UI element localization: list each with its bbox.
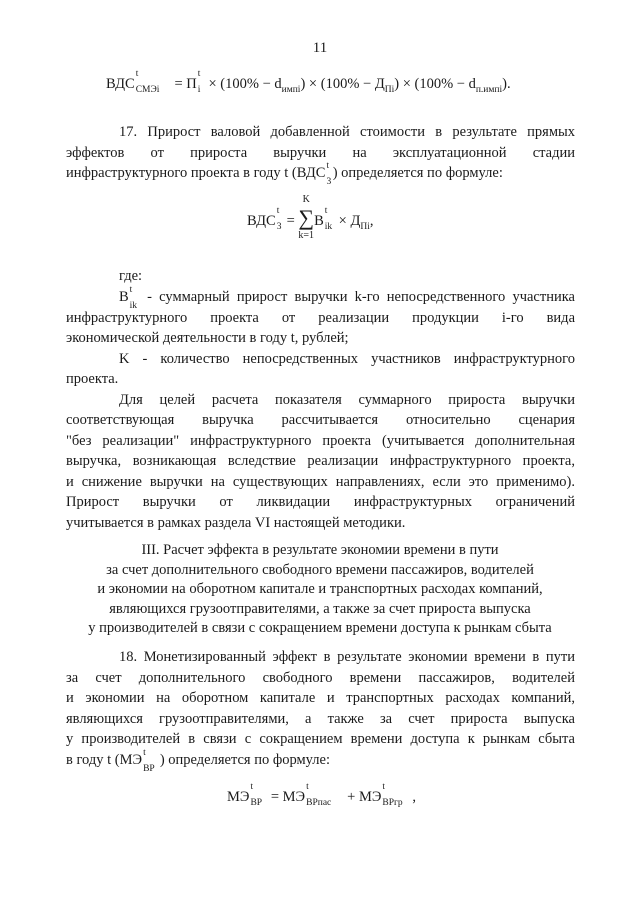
text-line: выручка, возникающая вследствие реализации инфраструктурного проекта, <box>66 453 575 469</box>
text-line: учитывается в рамках раздела VI настоящей методики. <box>66 514 406 531</box>
formula-me-vr <box>227 782 416 808</box>
heading-line: и экономии на оборотном капитале и транспортных расходах компаний, <box>97 581 543 597</box>
formula-term: , <box>369 213 374 229</box>
formula-term: ВДС <box>247 213 276 229</box>
formula-index: t 3 <box>326 161 332 187</box>
formula-term: МЭ <box>119 751 143 768</box>
formula-index: t ВРгр <box>382 782 403 808</box>
formula-index: t ik <box>129 285 138 311</box>
text-line: Для целей расчета показателя суммарного прироста выручки <box>119 391 575 408</box>
definitions-block <box>66 287 575 533</box>
text-line: у производителей в связи с сокращением времени доступа к рынкам сбыта <box>66 731 575 747</box>
text-line: "без реализации" инфраструктурного проекта (учитывается дополнительная <box>66 432 575 449</box>
formula-operator: × <box>208 76 217 92</box>
formula-term: ВДС <box>106 76 135 92</box>
formula-term: МЭ <box>227 789 250 805</box>
text-line: и снижение выручки на существующих направлениях, если это применимо). <box>66 473 575 490</box>
formula-index: t ВРпас <box>306 782 332 808</box>
formula-vds3 <box>247 194 374 241</box>
paragraph-18 <box>66 647 575 774</box>
formula-term: ) <box>394 76 400 92</box>
formula-term: ). <box>502 76 511 92</box>
formula-operator: × <box>402 76 411 92</box>
text-line: - суммарный прирост выручки k-го непосредственного участника <box>139 289 575 305</box>
formula-term: B <box>119 289 129 305</box>
text-line: инфраструктурного проекта от реализации продукции i-го вида <box>66 309 575 326</box>
formula-term: П <box>186 76 197 92</box>
formula-subscript: п.импi <box>475 84 503 95</box>
formula-term: ) <box>300 76 306 92</box>
text-line: проекта. <box>66 371 119 387</box>
paragraph-17 <box>66 122 575 187</box>
text-line: ) определяется по формуле: <box>159 751 330 768</box>
text-line: 17. Прирост валовой добавленной стоимости в результате прямых <box>119 124 575 140</box>
formula-operator: = <box>270 789 280 805</box>
where-label: где: <box>119 268 143 284</box>
formula-term: МЭ <box>282 789 306 805</box>
formula-operator: = <box>174 76 183 92</box>
formula-index: t ik <box>324 206 333 232</box>
formula-operator: = <box>286 213 295 229</box>
formula-term: МЭ <box>358 789 382 805</box>
formula-vds-smei <box>106 69 511 95</box>
page-number: 11 <box>312 40 328 56</box>
text-line: соответствующая выручка рассчитывается относительно сценария <box>66 412 575 428</box>
formula-term: ВДС <box>296 165 326 181</box>
heading-line: за счет дополнительного свободного времени пассажиров, водителей <box>106 561 534 578</box>
formula-operator: × <box>338 213 347 229</box>
text-line: в году t ( <box>66 751 120 768</box>
formula-term: Д <box>350 213 361 229</box>
heading-line: у производителей в связи с сокращением времени доступа к рынкам сбыта <box>88 620 552 636</box>
formula-index: t ВР <box>250 782 263 808</box>
text-line: инфраструктурного проекта в году t ( <box>66 165 297 181</box>
formula-index: t СМЭi <box>135 69 160 95</box>
formula-index: t 3 <box>276 206 282 232</box>
formula-term: , <box>412 789 416 805</box>
formula-subscript: Пi <box>384 84 395 95</box>
text-line: являющихся грузоотправителями, а также за счет прироста выпуска <box>66 710 575 727</box>
text-line: экономической деятельности в году t, рублей; <box>66 330 349 346</box>
formula-subscript: импi <box>281 84 301 95</box>
text-line: и экономии на оборотном капитале и транспортных расходах компаний, <box>66 690 575 706</box>
sum-sign: K ∑ k=1 <box>298 194 315 241</box>
text-line: Прирост выручки от ликвидации инфраструктурных ограничений <box>66 494 575 510</box>
text-line: эффектов от прироста выручки на эксплуатационной стадии <box>66 144 575 161</box>
formula-term: B <box>314 213 324 229</box>
section-3-heading <box>60 541 580 639</box>
formula-term: (100% − d <box>414 76 476 92</box>
text-line: ) определяется по формуле: <box>332 165 503 181</box>
formula-operator: × <box>308 76 318 92</box>
formula-index: t ВР <box>143 747 155 774</box>
formula-subscript: Пi <box>360 221 370 232</box>
formula-term: (100% − Д <box>320 76 385 92</box>
heading-line: III. Расчет эффекта в результате экономии времени в пути <box>141 542 499 558</box>
formula-term: (100% − d <box>220 76 282 92</box>
formula-index: t i <box>197 69 201 95</box>
formula-operator: + <box>347 789 356 805</box>
text-line: 18. Монетизированный эффект в результате экономии времени в пути <box>119 649 575 665</box>
text-line: за счет дополнительного свободного времени пассажиров, водителей <box>66 669 575 686</box>
text-line: K - количество непосредственных участников инфраструктурного <box>119 350 575 367</box>
heading-line: являющихся грузоотправителями, а также за счет прироста выпуска <box>109 600 531 617</box>
